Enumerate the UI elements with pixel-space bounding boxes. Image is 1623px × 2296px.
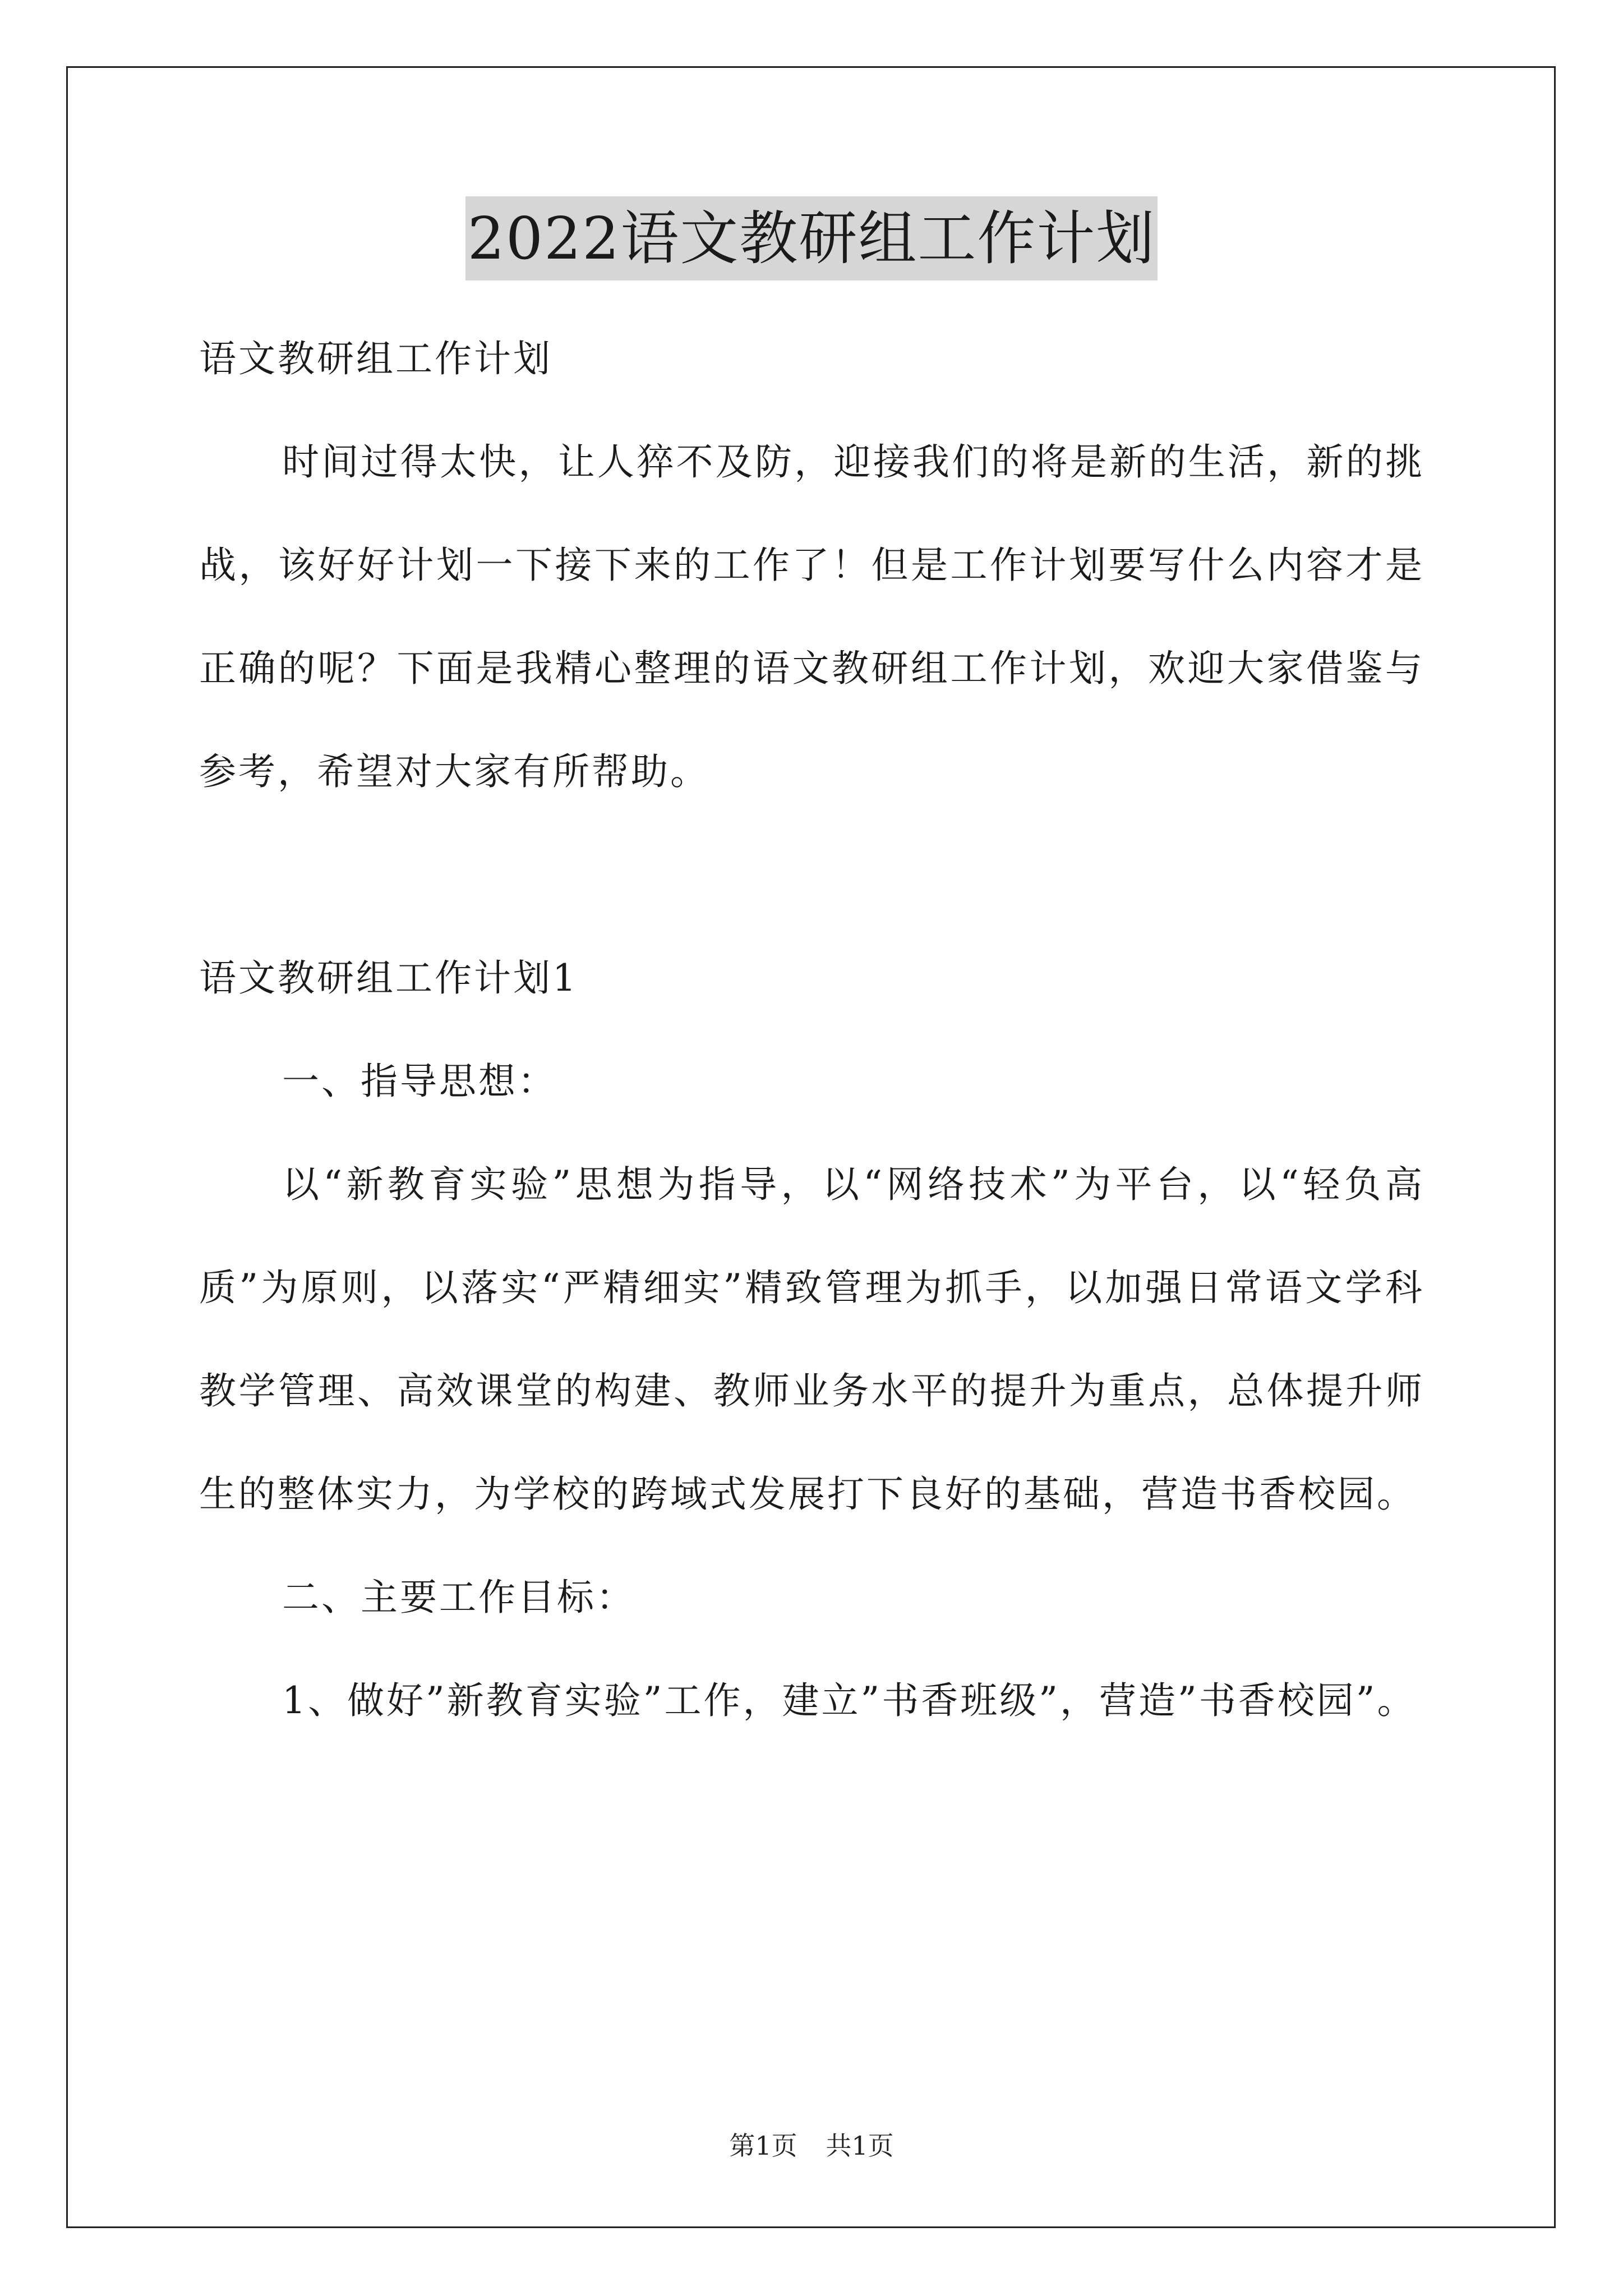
goal-item-1: 1、做好”新教育实验”工作，建立”书香班级”，营造”书香校园”。 <box>282 1679 1417 1722</box>
page-number: 第1页 <box>729 2131 797 2161</box>
title-wrap <box>0 196 1623 280</box>
subtitle: 语文教研组工作计划 <box>199 337 552 380</box>
document-body <box>199 307 1424 1752</box>
blank-line <box>199 823 1424 927</box>
guiding-thought-paragraph: 以“新教育实验”思想为指导，以“网络技术”为平台，以“轻负高质”为原则，以落实“严精细实”精致管理为抓手，以加强日常语文学科教学管理、高效课堂的构建、教师业务水平的提升为重点，总体提升师生的整体实力，为学校的跨域式发展打下良好的基础，营造书香校园。 <box>199 1163 1424 1516</box>
intro-paragraph: 时间过得太快，让人猝不及防，迎接我们的将是新的生活，新的挑战，该好好计划一下接下来的工作了！但是工作计划要写什么内容才是正确的呢？下面是我精心整理的语文教研组工作计划，欢迎大家借鉴与参考，希望对大家有所帮助。 <box>199 440 1424 793</box>
heading-guiding-thought: 一、指导思想： <box>282 1060 557 1103</box>
document-title: 2022语文教研组工作计划 <box>465 196 1158 280</box>
page-footer <box>0 2129 1623 2162</box>
page-total: 共1页 <box>826 2131 894 2161</box>
section-title: 语文教研组工作计划1 <box>199 956 578 1000</box>
heading-main-goals: 二、主要工作目标： <box>282 1576 635 1619</box>
